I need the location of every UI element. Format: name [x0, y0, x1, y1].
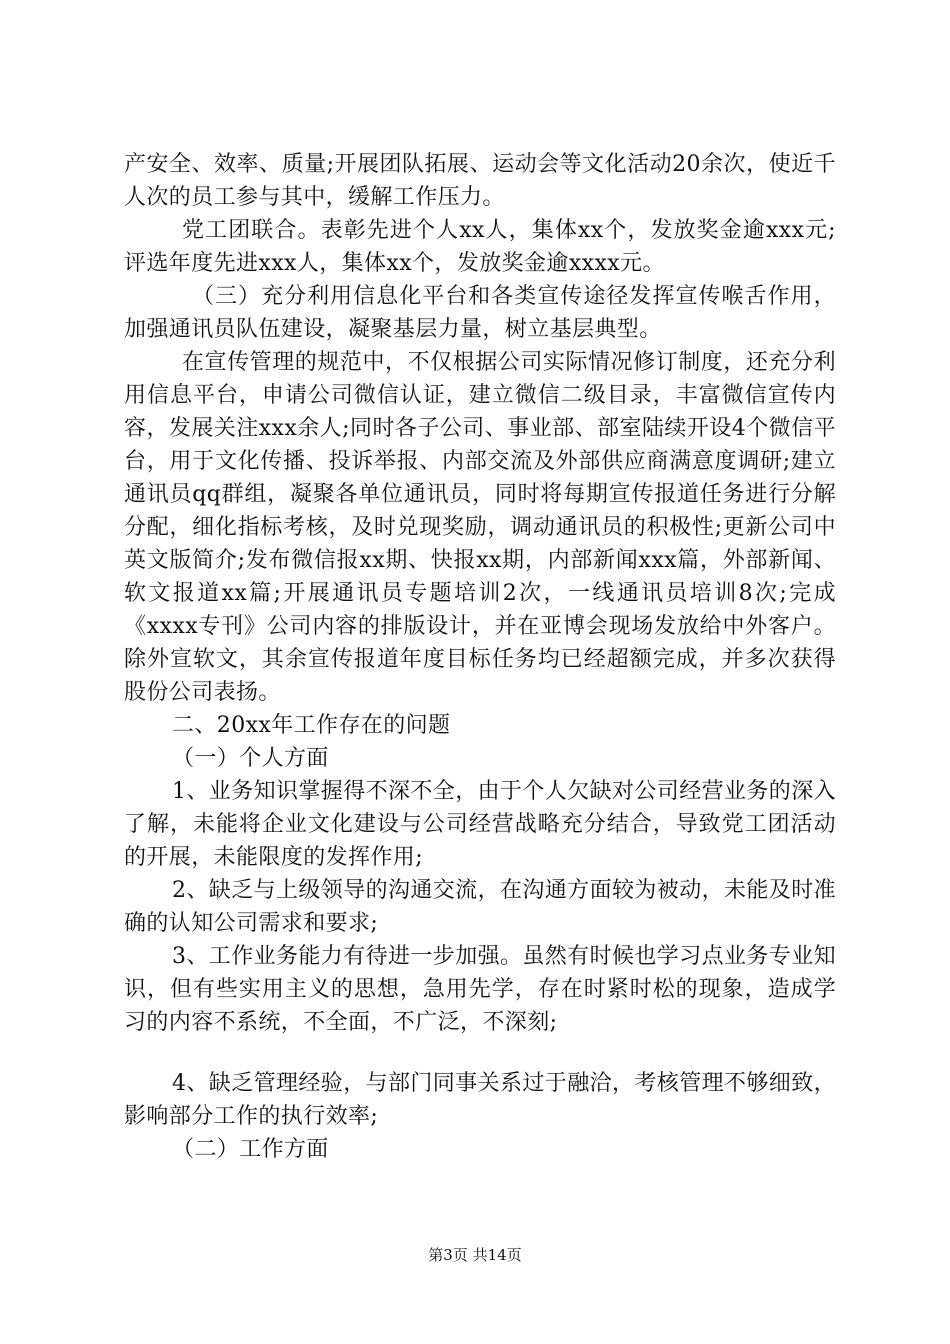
list-item-1: 1、业务知识掌握得不深不全，由于个人欠缺对公司经营业务的深入了解，未能将企业文化建设与公司经营战略充分结合，导致党工团活动的开展，未能限度的发挥作用; — [124, 779, 836, 870]
paragraph-party-union: 党工团联合。表彰先进个人xx人，集体xx个，发放奖金逾xxx元;评选年度先进xxx人，集体xx个，发放奖金逾xxxx元。 — [124, 218, 836, 276]
paragraph-continuation: 产安全、效率、质量;开展团队拓展、运动会等文化活动20余次，使近千人次的员工参与其中，缓解工作压力。 — [124, 152, 836, 210]
list-item-3: 3、工作业务能力有待进一步加强。虽然有时候也学习点业务专业知识，但有些实用主义的思想，急用先学，存在时紧时松的现象，造成学习的内容不系统，不全面，不广泛，不深刻; — [124, 944, 836, 1035]
section-heading-problems: 二、20xx年工作存在的问题 — [172, 713, 451, 738]
paragraph-section-three-heading: （三）充分利用信息化平台和各类宣传途径发挥宣传喉舌作用，加强通讯员队伍建设，凝聚基层力量，树立基层典型。 — [124, 284, 836, 342]
subsection-heading-work: （二）工作方面 — [172, 1137, 329, 1162]
subsection-heading-personal: （一）个人方面 — [172, 746, 329, 771]
document-body — [124, 148, 836, 1166]
page-number-footer: 第3页 共14页 — [428, 1246, 522, 1264]
list-item-2: 2、缺乏与上级领导的沟通交流，在沟通方面较为被动，未能及时准确的认知公司需求和要求; — [124, 878, 836, 936]
list-item-4: 4、缺乏管理经验，与部门同事关系过于融洽，考核管理不够细致，影响部分工作的执行效率; — [124, 1071, 836, 1129]
paragraph-publicity-management: 在宣传管理的规范中，不仅根据公司实际情况修订制度，还充分利用信息平台，申请公司微信认证，建立微信二级目录，丰富微信宣传内容，发展关注xxx余人;同时各子公司、事业部、部室陆续开设4个微信平台，用于文化传播、投诉举报、内部交流及外部供应商满意度调研;建立通讯员qq群组，凝聚各单位通讯员，同时将每期宣传报道任务进行分解分配，细化指标考核，及时兑现奖励，调动通讯员的积极性;更新公司中英文版简介;发布微信报xx期、快报xx期，内部新闻xxx篇，外部新闻、软文报道xx篇;开展通讯员专题培训2次，一线通讯员培训8次;完成《xxxx专刊》公司内容的排版设计，并在亚博会现场发放给中外客户。除外宣软文，其余宣传报道年度目标任务均已经超额完成，并多次获得股份公司表扬。 — [124, 350, 836, 705]
